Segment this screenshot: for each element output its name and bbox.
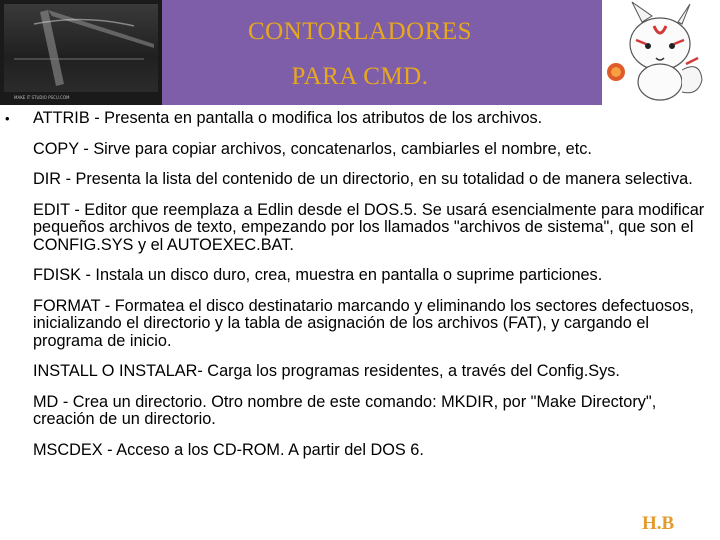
page-title-line2: PARA CMD. — [291, 63, 429, 90]
list-bullet: • — [5, 111, 10, 126]
list-item-mscdex: MSCDEX - Acceso a los CD-ROM. A partir del DOS 6. — [33, 440, 424, 459]
list-item-fdisk: FDISK - Instala un disco duro, crea, muestra en pantalla o suprime particiones. — [33, 266, 603, 284]
list-item-edit: EDIT - Editor que reemplaza a Edlin desde el DOS.5. Se usará esencialmente para modificar pequeños archivos de texto, empezando por los llamados "archivos de sistema", que son el CONFIG.SYS y el AUTOEXEC.BAT. — [33, 200, 705, 254]
thumbnail-caption: MAKE IT STUDIO PSCU.COM — [14, 95, 70, 100]
header-thumbnail-image — [0, 0, 162, 105]
list-item-md: MD - Crea un directorio. Otro nombre de este comando: MKDIR, por "Make Directory", creación de un directorio. — [33, 392, 657, 428]
thumbnail-graphic — [4, 4, 158, 92]
wolf-illustration — [602, 0, 720, 105]
list-item-copy: COPY - Sirve para copiar archivos, concatenarlos, cambiarles el nombre, etc. — [33, 139, 592, 158]
list-item-attrib: ATTRIB - Presenta en pantalla o modifica los atributos de los archivos. — [33, 109, 543, 127]
page-title-line1: CONTORLADORES — [247, 18, 473, 45]
command-list — [33, 110, 713, 472]
author-initials: H.B — [642, 513, 675, 534]
list-item-format: FORMAT - Formatea el disco destinatario marcando y eliminando los sectores defectuosos, inicializando el directorio y la tabla de asignación de los archivos (FAT), y cargando el programa de inicio. — [33, 296, 694, 350]
thumbnail-panel — [4, 4, 158, 92]
list-item-dir: DIR - Presenta la lista del contenido de un directorio, en su totalidad o de manera selectiva. — [33, 170, 693, 188]
list-item-install: INSTALL O INSTALAR- Carga los programas residentes, a través del Config.Sys. — [33, 362, 620, 380]
wolf-icon — [602, 0, 720, 105]
